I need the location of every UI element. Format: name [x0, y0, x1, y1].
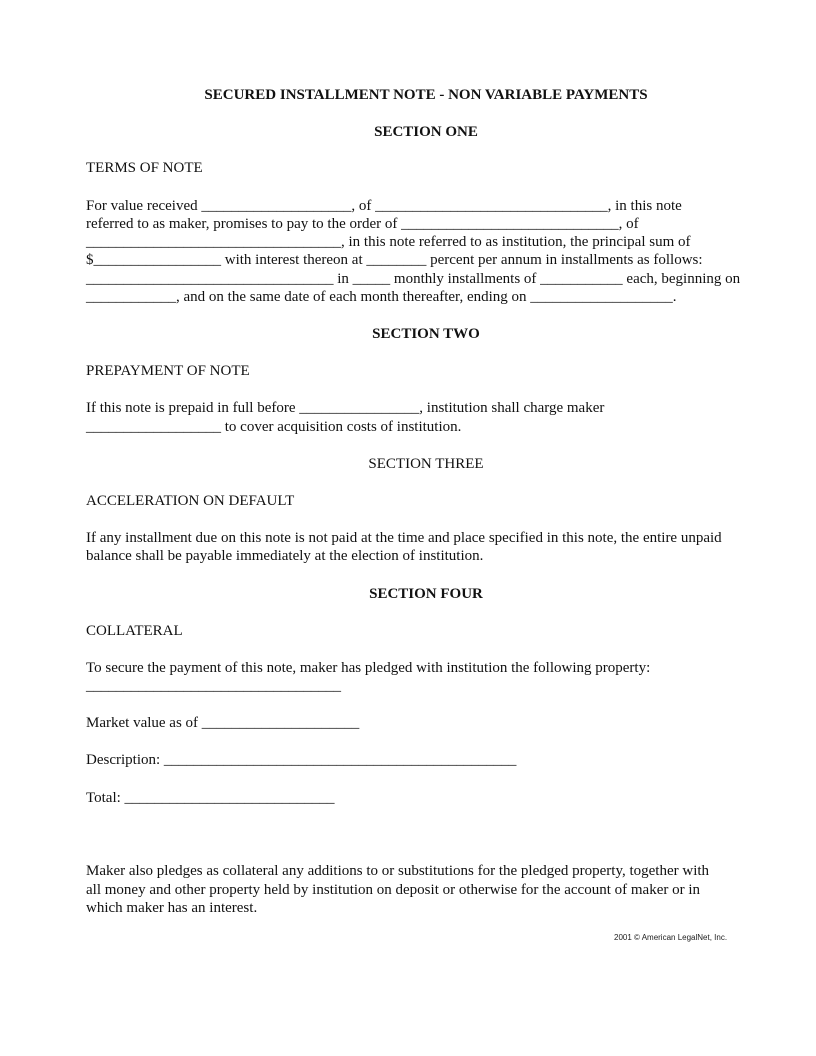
copyright-footer: 2001 © American LegalNet, Inc. [614, 933, 728, 942]
section-two-heading: SECTION TWO [372, 326, 480, 342]
section-three-heading: SECTION THREE [368, 456, 484, 472]
paragraph-line: $_________________ with interest thereon at ________ percent per annum in installments as follows: [86, 252, 703, 268]
description-line: Description: _______________________________________________ [86, 752, 517, 768]
paragraph-line: referred to as maker, promises to pay to the order of _____________________________, of [86, 216, 639, 232]
section-one-subheading: TERMS OF NOTE [86, 160, 203, 176]
paragraph-line: ____________, and on the same date of each month thereafter, ending on ___________________. [86, 289, 677, 305]
paragraph-line: If this note is prepaid in full before ________________, institution shall charge maker [86, 400, 605, 416]
paragraph-line: For value received ____________________, of _______________________________, in this note [86, 198, 682, 214]
section-two-subheading: PREPAYMENT OF NOTE [86, 363, 250, 379]
paragraph-line: _________________________________ in _____ monthly installments of ___________ each, beginning on [86, 271, 741, 287]
paragraph-line: __________________________________, in this note referred to as institution, the principal sum of [86, 234, 691, 250]
paragraph-line: __________________ to cover acquisition costs of institution. [86, 419, 462, 435]
section-one-heading: SECTION ONE [374, 124, 478, 140]
paragraph-line: To secure the payment of this note, maker has pledged with institution the following property: [86, 660, 651, 676]
paragraph-line: Maker also pledges as collateral any additions to or substitutions for the pledged property, together with [86, 863, 710, 879]
market-value-line: Market value as of _____________________ [86, 715, 360, 731]
paragraph-line: If any installment due on this note is not paid at the time and place specified in this note, the entire unpaid [86, 530, 722, 546]
section-four-subheading: COLLATERAL [86, 623, 183, 639]
total-line: Total: ____________________________ [86, 790, 335, 806]
paragraph-line: __________________________________ [86, 678, 341, 694]
document-title: SECURED INSTALLMENT NOTE - NON VARIABLE PAYMENTS [204, 87, 648, 103]
section-four-heading: SECTION FOUR [369, 586, 483, 602]
paragraph-line: all money and other property held by institution on deposit or otherwise for the account of maker or in [86, 882, 701, 898]
paragraph-line: which maker has an interest. [86, 900, 258, 916]
section-three-subheading: ACCELERATION ON DEFAULT [86, 493, 295, 509]
paragraph-line: balance shall be payable immediately at the election of institution. [86, 548, 484, 564]
